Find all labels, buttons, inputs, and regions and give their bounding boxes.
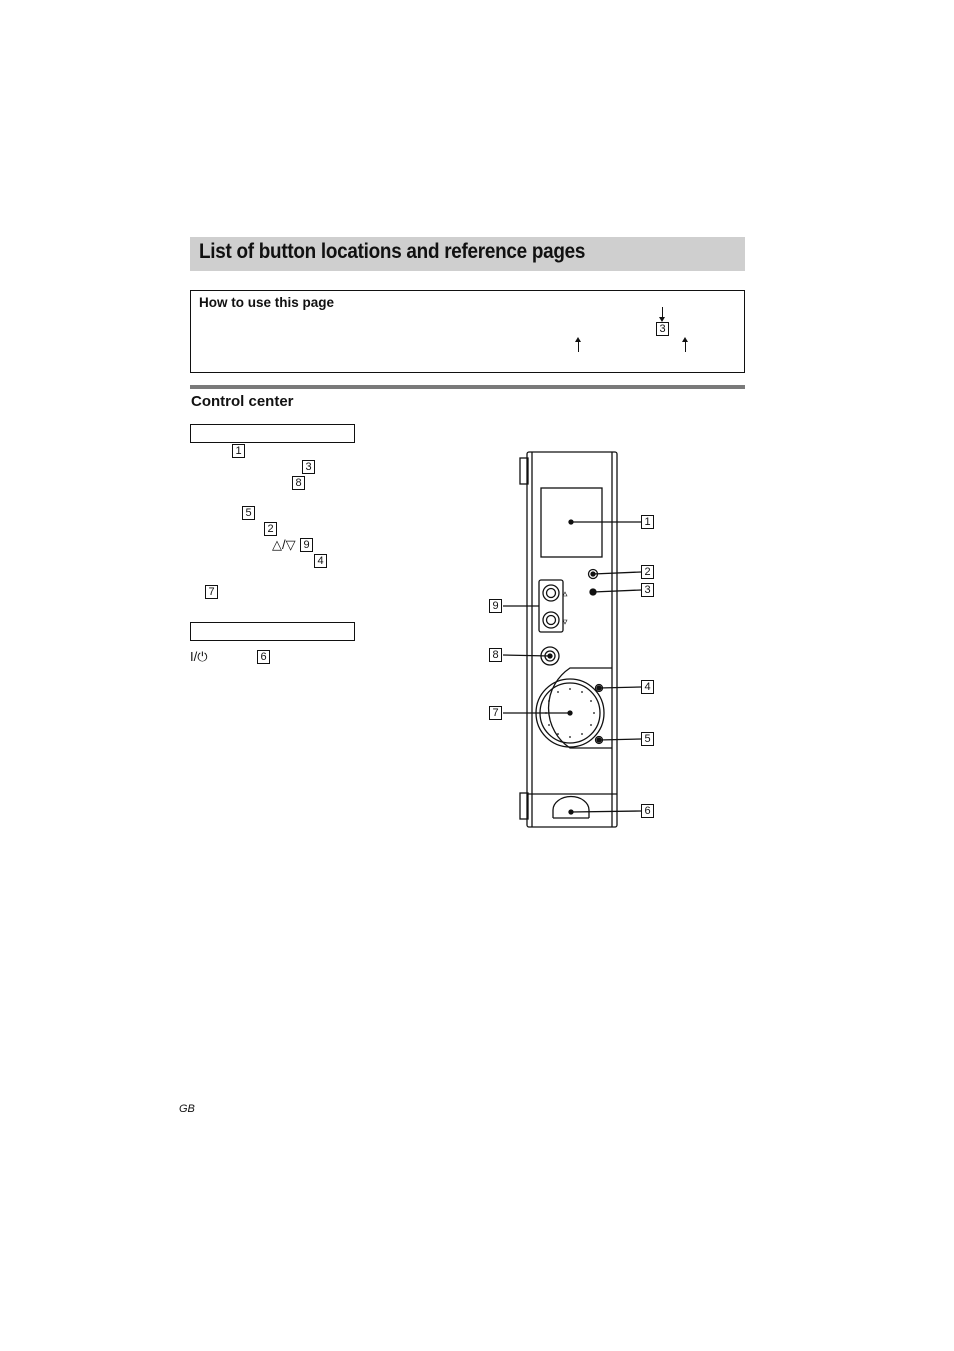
leader-dot-4 [597, 686, 601, 690]
page-title: List of button locations and reference pages [199, 240, 586, 263]
leader-dot-7 [568, 711, 572, 715]
power-icon: I/⏻ [190, 649, 208, 664]
up-button-inner [547, 589, 556, 598]
leader-6 [571, 811, 641, 812]
device-callout-6: 6 [641, 804, 654, 818]
leader-8 [503, 655, 550, 656]
up-down-arrows-icon: △/▽ [272, 537, 296, 552]
leader-dot-6 [569, 810, 573, 814]
leader-5 [599, 739, 641, 740]
down-button-inner [547, 616, 556, 625]
index-callout-8: 8 [292, 476, 305, 490]
how-to-heading: How to use this page [199, 295, 335, 310]
leader-dot-1 [569, 520, 573, 524]
index-callout-9: 9 [300, 538, 313, 552]
index-callout-3: 3 [302, 460, 315, 474]
index-callout-6: 6 [257, 650, 270, 664]
device-callout-7: 7 [489, 706, 502, 720]
region-label: GB [179, 1103, 195, 1115]
device-callout-8: 8 [489, 648, 502, 662]
device-callout-1: 1 [641, 515, 654, 529]
up-button [543, 585, 559, 601]
index-callout-4: 4 [314, 554, 327, 568]
device-callout-9: 9 [489, 599, 502, 613]
index-callout-5: 5 [242, 506, 255, 520]
index-callout-7: 7 [205, 585, 218, 599]
leader-4 [599, 687, 641, 688]
example-callout: 3 [656, 322, 669, 336]
device-callout-3: 3 [641, 583, 654, 597]
power-button-housing [553, 797, 589, 818]
device-callout-4: 4 [641, 680, 654, 694]
index-callout-1: 1 [232, 444, 245, 458]
leader-dot-5 [597, 738, 601, 742]
device-callout-5: 5 [641, 732, 654, 746]
device-callout-2: 2 [641, 565, 654, 579]
section-heading: Control center [191, 393, 294, 410]
down-button [543, 612, 559, 628]
index-callout-2: 2 [264, 522, 277, 536]
leader-dot-8 [548, 654, 552, 658]
